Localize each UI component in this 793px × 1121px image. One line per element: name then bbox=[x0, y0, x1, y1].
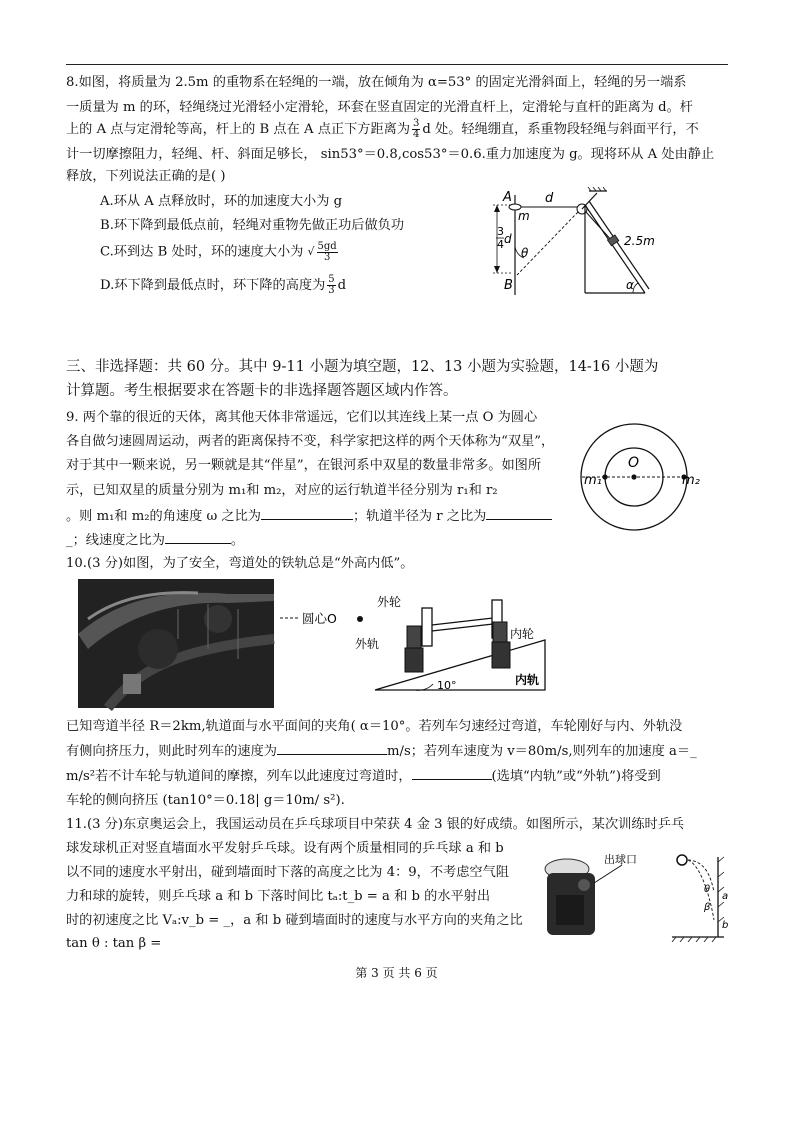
angle-10-label: 10° bbox=[437, 679, 457, 692]
q11-line5: 时的初速度之比 Vₐ:v_b = _，a 和 b 碰到墙面时的速度与水平方向的夹角之比 bbox=[66, 913, 523, 928]
inner-rail-label: 内轨 bbox=[515, 673, 540, 687]
fig-d-label: d bbox=[504, 232, 512, 246]
incline-pulley-figure bbox=[485, 185, 660, 303]
ring-mass-label: m bbox=[518, 209, 530, 223]
fig-frac-num: 3 bbox=[497, 225, 504, 238]
q8-option-a: A.环从 A 点释放时，环的加速度大小为 g bbox=[100, 194, 343, 209]
q9-line5 bbox=[66, 505, 552, 528]
center-o-pointer bbox=[278, 592, 368, 632]
m1-label: m₁ bbox=[584, 473, 602, 488]
section3-line2: 计算题。考生根据要求在答题卡的非选择题答题区域内作答。 bbox=[66, 383, 458, 399]
q8-option-d bbox=[100, 275, 346, 297]
q11-line6: tan θ : tan β = bbox=[66, 936, 162, 951]
sqrt-num: 5gd bbox=[317, 240, 337, 252]
distance-d-label: d bbox=[545, 191, 554, 206]
q10-line4 bbox=[66, 765, 661, 788]
q9-omega-text: 。则 m₁和 m₂的角速度 ω 之比为 bbox=[66, 509, 261, 524]
q9-line1: 9. 两个靠的很近的天体，离其他天体非常遥远，它们以其连线上某一点 O 为圆心 bbox=[66, 410, 538, 425]
q8-line2: 一质量为 m 的环，轻绳绕过光滑轻小定滑轮，环套在竖直固定的光滑直杆上，定滑轮与直杆的距离为 d。杆 bbox=[66, 100, 693, 115]
outer-rail-label: 外轨 bbox=[355, 637, 380, 651]
q11-line1: 11.(3 分)东京奥运会上，我国运动员在乒乓球项目中荣获 4 金 3 银的好成绩。如图所示，某次训练时乒乓 bbox=[66, 817, 685, 832]
q9-line6 bbox=[66, 529, 244, 552]
point-b-label: B bbox=[504, 278, 513, 293]
q8-line1: 8.如图，将质量为 2.5m 的重物系在轻绳的一端，放在倾角为 α=53° 的固定光滑斜面上，轻绳的另一端系 bbox=[66, 75, 687, 90]
sqrt-den: 3 bbox=[323, 251, 331, 263]
outer-wheel-label: 外轮 bbox=[377, 595, 402, 609]
sqrt-expression: √ $\frac{5gd}{3}$ bbox=[307, 240, 337, 263]
q10-line2: 已知弯道半径 R＝2km,轨道面与水平面间的夹角( α＝10°。若列车匀速经过弯道，车轮刚好与内、外轨没 bbox=[66, 719, 683, 734]
section3-line1: 三、非选择题：共 60 分。其中 9-11 小题为填空题，12、13 小题为实验题，14-16 小题为 bbox=[66, 359, 659, 375]
ping-pong-machine-photo bbox=[542, 853, 637, 940]
binary-star-figure bbox=[578, 420, 708, 550]
frac-den: 3 bbox=[328, 285, 335, 296]
option-d-unit: d bbox=[337, 278, 347, 293]
frac-num: 3 bbox=[413, 118, 420, 129]
inner-wheel-label: 内轮 bbox=[510, 627, 535, 641]
center-o-label: O bbox=[628, 455, 640, 471]
q9-velocity-text: _；线速度之比为 bbox=[66, 533, 165, 548]
point-a-label: A bbox=[503, 190, 512, 205]
option-d-text: D.环下降到最低点时，环下降的高度为 bbox=[100, 278, 326, 293]
page-footer: 第 3 页 共 6 页 bbox=[355, 966, 438, 980]
center-o-text: 圆心O bbox=[302, 611, 337, 626]
m2-label: m₂ bbox=[682, 473, 700, 488]
q10-accel-text: m/s；若列车速度为 v＝80m/s,则列车的加速度 a＝_ bbox=[387, 744, 697, 759]
ball-outlet-label: 出球口 bbox=[604, 853, 637, 866]
option-c-text: C.环到达 B 处时，环的速度大小为 bbox=[100, 244, 304, 260]
q8-line5: 释放，下列说法正确的是( ) bbox=[66, 169, 226, 184]
header-rule bbox=[66, 64, 728, 65]
block-mass-label: 2.5m bbox=[624, 234, 655, 248]
q10-choice-text: (选填“内轨”或“外轨”)将受到 bbox=[491, 769, 661, 784]
ball-a-label: a bbox=[722, 891, 729, 902]
theta-label: θ bbox=[521, 246, 529, 260]
q8-line4: 计一切摩擦阻力，轻绳、杆、斜面足够长， sin53°＝0.8,cos53°＝0.6.重力加速度为 g。现将环从 A 处由静止 bbox=[66, 147, 715, 162]
q8-line3-text: 上的 A 点与定滑轮等高，杆上的 B 点在 A 点正下方距离为 bbox=[66, 122, 411, 137]
railway-curve-photo bbox=[78, 579, 274, 708]
q9-line4: 示，已知双星的质量分别为 m₁和 m₂，对应的运行轨道半径分别为 r₁和 r₂ bbox=[66, 483, 498, 498]
answer-blank-speed[interactable] bbox=[277, 740, 387, 755]
rail-cross-section-figure bbox=[355, 590, 550, 700]
q10-speed-text: 有侧向挤压力，则此时列车的速度为 bbox=[66, 744, 277, 759]
frac-den: 4 bbox=[413, 129, 420, 140]
theta-label: θ bbox=[704, 884, 711, 895]
q10-line5: 车轮的侧向挤压 (tan10°＝0.18| g＝10m/ s²). bbox=[66, 793, 345, 808]
q8-line3 bbox=[66, 119, 699, 141]
q9-end: 。 bbox=[230, 533, 245, 548]
q8-option-c bbox=[100, 241, 340, 264]
q10-line1: 10.(3 分)如图，为了安全，弯道处的铁轨总是“外高内低”。 bbox=[66, 556, 414, 571]
alpha-label: α bbox=[626, 278, 634, 292]
ball-trajectory-figure bbox=[668, 852, 738, 947]
q10-friction-text: m/s²若不计车轮与轨道间的摩擦，列车以此速度过弯道时， bbox=[66, 769, 412, 784]
answer-blank-velocity[interactable] bbox=[165, 529, 231, 544]
q11-line3: 以不同的速度水平射出，碰到墙面时下落的高度之比为 4：9，不考虑空气阻 bbox=[66, 865, 509, 880]
q9-line2: 各自做匀速圆周运动，两者的距离保持不变，科学家把这样的两个天体称为“双星”， bbox=[66, 434, 555, 449]
q11-line2: 球发球机正对竖直墙面水平发射乒乓球。设有两个质量相同的乒乓球 a 和 b bbox=[66, 841, 504, 856]
q9-radius-text: ；轨道半径为 r 之比为 bbox=[352, 509, 487, 524]
answer-blank-radius[interactable] bbox=[486, 505, 552, 520]
q8-fraction bbox=[412, 119, 420, 140]
q11-line4: 力和球的旋转，则乒乓球 a 和 b 下落时间比 tₐ:t_b = a 和 b 的水平射出 bbox=[66, 889, 491, 904]
answer-blank-rail[interactable] bbox=[412, 765, 492, 780]
fig-frac-den: 4 bbox=[497, 238, 504, 251]
q8-option-b: B.环下降到最低点前，轻绳对重物先做正功后做负功 bbox=[100, 218, 405, 233]
q9-line3: 对于其中一颗来说，另一颗就是其“伴星”，在银河系中双星的数量非常多。如图所 bbox=[66, 458, 542, 473]
q10-line3 bbox=[66, 740, 697, 763]
answer-blank-omega[interactable] bbox=[261, 505, 353, 520]
beta-label: β bbox=[704, 902, 711, 913]
frac-num: 5 bbox=[328, 274, 335, 285]
option-d-fraction bbox=[327, 275, 335, 296]
ball-b-label: b bbox=[722, 920, 729, 931]
q8-line3-text-b: d 处。轻绳绷直，系重物段轻绳与斜面平行，不 bbox=[422, 122, 699, 137]
